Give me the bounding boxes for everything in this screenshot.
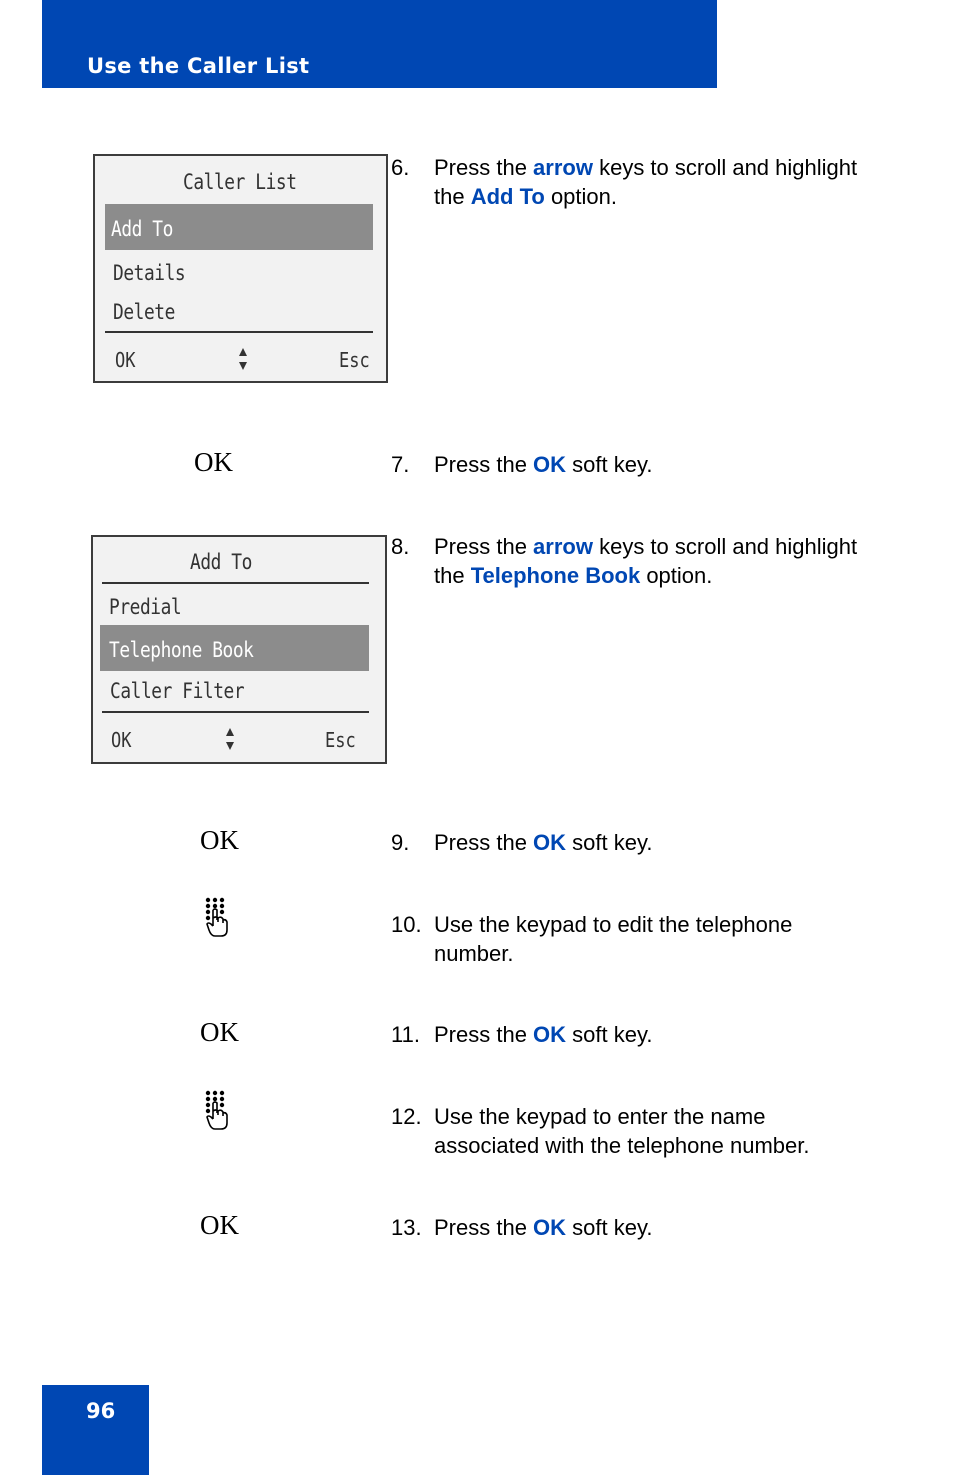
step-number: 9. bbox=[391, 830, 410, 855]
key-name: arrow bbox=[533, 155, 593, 180]
key-name: OK bbox=[533, 452, 567, 477]
phone-screen-add-to bbox=[91, 535, 387, 764]
step-number: 6. bbox=[391, 155, 410, 180]
page-number-box bbox=[42, 1385, 149, 1475]
key-name: Telephone Book bbox=[470, 563, 641, 588]
step-text: Use the keypad to edit the telephone number. bbox=[434, 912, 793, 966]
keypad-hand-icon bbox=[203, 896, 229, 938]
phone-screen-caller-list bbox=[93, 154, 388, 383]
step-number: 8. bbox=[391, 534, 410, 559]
screen-title: Add To bbox=[190, 550, 252, 574]
step-number: 12. bbox=[391, 1104, 422, 1129]
menu-item[interactable]: Predial bbox=[109, 595, 182, 619]
key-name: OK bbox=[533, 830, 567, 855]
step-text: Press the arrow keys to scroll and highlight the Telephone Book option. bbox=[434, 534, 858, 588]
step-number: 13. bbox=[391, 1215, 422, 1240]
softkey-esc[interactable]: Esc bbox=[339, 348, 370, 372]
step-text: Press the arrow keys to scroll and highlight the Add To option. bbox=[434, 155, 858, 209]
menu-item[interactable]: Caller Filter bbox=[110, 679, 245, 703]
page-header-title: Use the Caller List bbox=[87, 54, 310, 78]
divider bbox=[102, 711, 369, 713]
key-name: arrow bbox=[533, 534, 593, 559]
up-down-arrows-icon bbox=[225, 727, 235, 751]
key-name: OK bbox=[533, 1022, 567, 1047]
ok-key-icon: OK bbox=[200, 1210, 239, 1240]
keypad-hand-icon bbox=[203, 1089, 229, 1131]
menu-item-highlighted[interactable] bbox=[105, 204, 373, 250]
ok-key-icon: OK bbox=[194, 447, 233, 477]
ok-key-icon: OK bbox=[200, 1017, 239, 1047]
step-text: Press the OK soft key. bbox=[434, 452, 653, 477]
page-number: 96 bbox=[86, 1399, 116, 1423]
menu-item-highlighted[interactable] bbox=[100, 625, 369, 671]
step-number: 7. bbox=[391, 452, 410, 477]
step-text: Use the keypad to enter the name associated with the telephone number. bbox=[434, 1104, 810, 1158]
divider bbox=[102, 582, 369, 584]
screen-title: Caller List bbox=[183, 170, 297, 194]
ok-key-icon: OK bbox=[200, 825, 239, 855]
divider bbox=[105, 331, 373, 333]
step-number: 11. bbox=[391, 1022, 420, 1047]
step-text: Press the OK soft key. bbox=[434, 1215, 653, 1240]
step-text: Press the OK soft key. bbox=[434, 1022, 653, 1047]
key-name: OK bbox=[533, 1215, 567, 1240]
softkey-ok[interactable]: OK bbox=[111, 728, 132, 752]
step-text: Press the OK soft key. bbox=[434, 830, 653, 855]
step-number: 10. bbox=[391, 912, 422, 937]
key-name: Add To bbox=[470, 184, 545, 209]
menu-item[interactable]: Details bbox=[113, 261, 186, 285]
menu-item[interactable]: Delete bbox=[113, 300, 175, 324]
up-down-arrows-icon bbox=[238, 347, 248, 371]
softkey-ok[interactable]: OK bbox=[115, 348, 136, 372]
header-bar bbox=[42, 0, 717, 88]
menu-item-label: Telephone Book bbox=[109, 638, 254, 662]
menu-item-label: Add To bbox=[111, 217, 173, 241]
softkey-esc[interactable]: Esc bbox=[325, 728, 356, 752]
